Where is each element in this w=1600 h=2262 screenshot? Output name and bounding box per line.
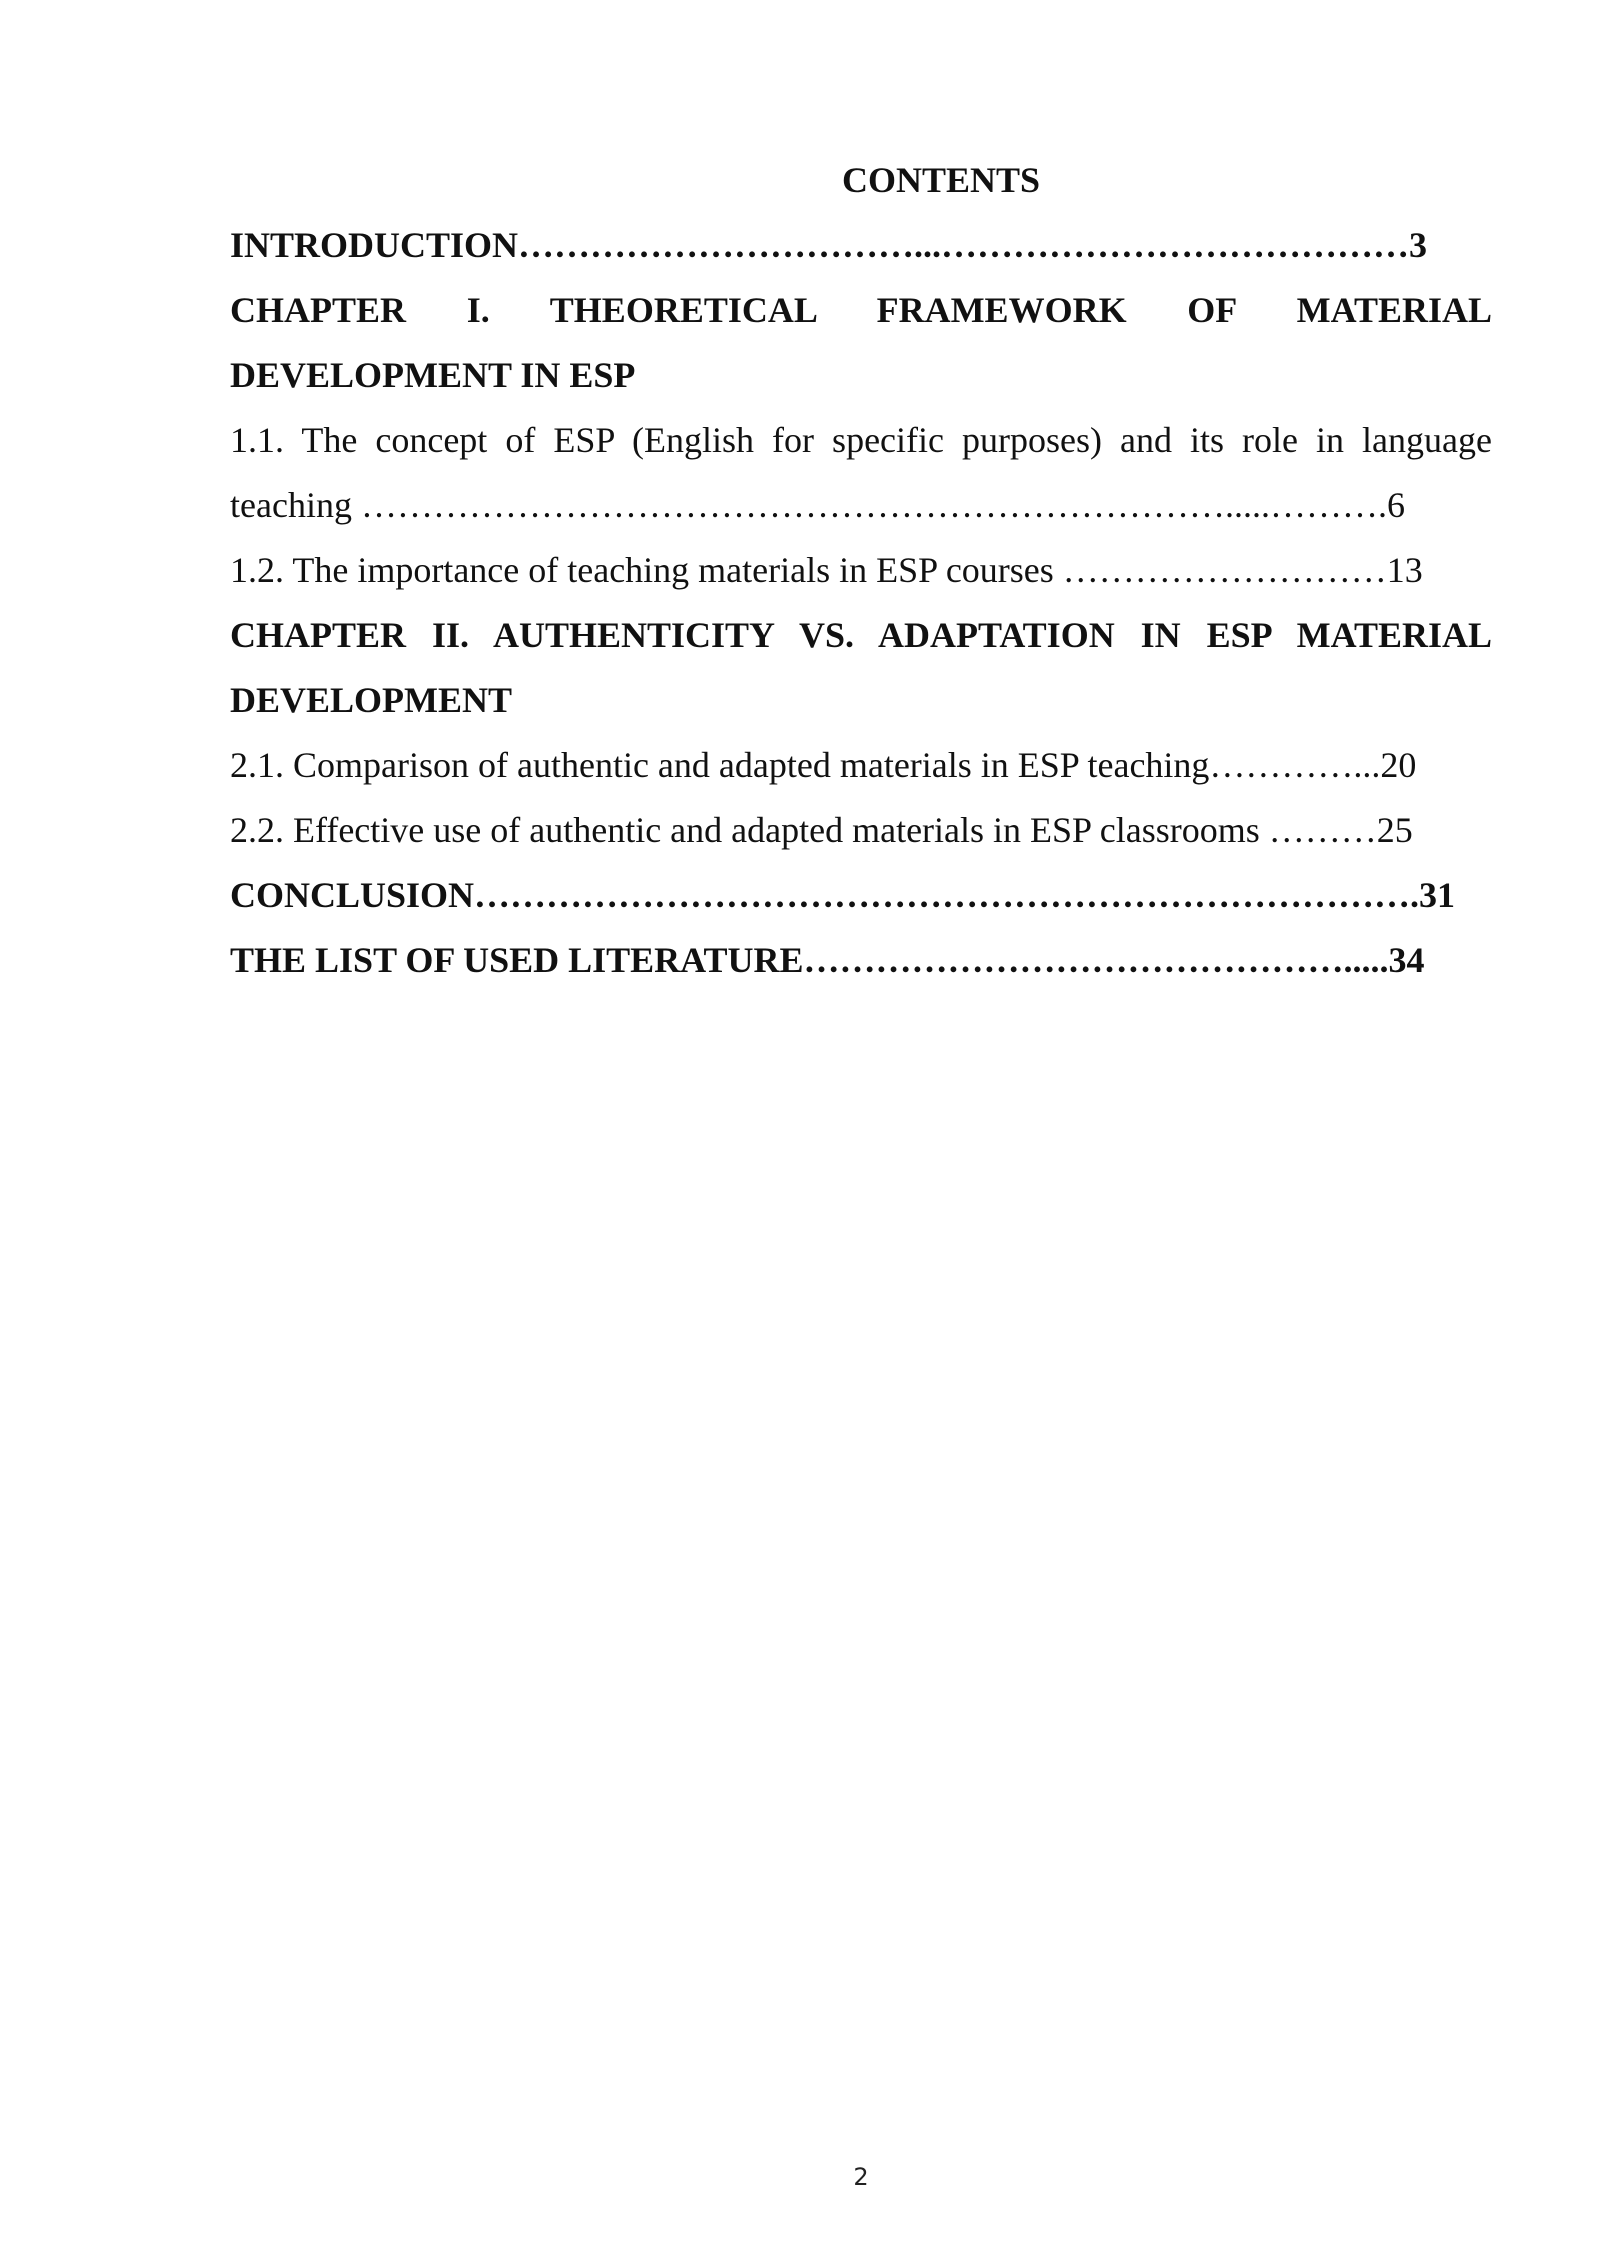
contents-title: CONTENTS bbox=[841, 160, 1041, 200]
toc-entry-2-1: 2.1. Comparison of authentic and adapted materials in ESP teaching…………...20 bbox=[230, 745, 1417, 785]
toc-entry-conclusion: CONCLUSION…………………………………………………………………….31 bbox=[230, 875, 1456, 915]
toc-entry-1-1: 1.1. The concept of ESP (English for specific purposes) and its role in language bbox=[230, 420, 1492, 460]
toc-chapter-2-heading-cont: DEVELOPMENT bbox=[230, 680, 513, 720]
toc-chapter-1-heading: CHAPTER I. THEORETICAL FRAMEWORK OF MATERIAL bbox=[230, 290, 1492, 330]
toc-entry-literature: THE LIST OF USED LITERATURE……………………………………….....34 bbox=[230, 940, 1425, 980]
page-number: 2 bbox=[853, 2163, 869, 2191]
toc-chapter-2-heading: CHAPTER II. AUTHENTICITY VS. ADAPTATION IN ESP MATERIAL bbox=[230, 615, 1492, 655]
toc-chapter-1-heading-cont: DEVELOPMENT IN ESP bbox=[230, 355, 636, 395]
toc-entry-1-1-cont: teaching ……………………………………………………………….....……….6 bbox=[230, 485, 1405, 525]
toc-entry-2-2: 2.2. Effective use of authentic and adapted materials in ESP classrooms ………25 bbox=[230, 810, 1413, 850]
table-of-contents bbox=[230, 148, 1492, 993]
toc-entry-introduction: INTRODUCTION……………………………...…………………………………3 bbox=[230, 225, 1428, 265]
toc-entry-1-2: 1.2. The importance of teaching materials in ESP courses ………………………13 bbox=[230, 550, 1423, 590]
